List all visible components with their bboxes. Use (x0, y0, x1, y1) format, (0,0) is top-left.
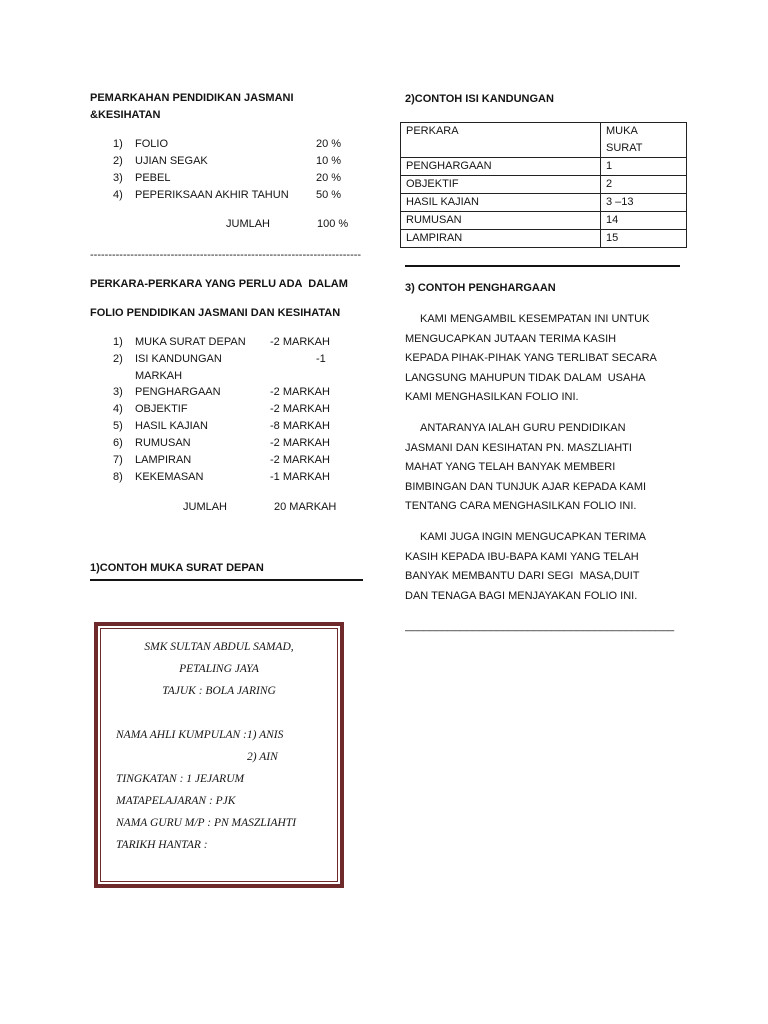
paragraph-line: KAMI MENGHASILKAN FOLIO INI. (405, 391, 579, 403)
table-row (401, 158, 687, 176)
table-cell-page: 3 –13 (601, 194, 687, 212)
table-header-row (401, 123, 687, 158)
marks-item-label: FOLIO (135, 138, 169, 150)
cover-school: SMK SULTAN ABDUL SAMAD, (144, 641, 294, 653)
requirement-label: PENGHARGAAN (135, 386, 221, 398)
requirement-label: OBJEKTIF (135, 403, 188, 415)
marks-list-item (0, 170, 390, 187)
requirements-list-item (0, 418, 390, 435)
paragraph-line: KAMI MENGAMBIL KESEMPATAN INI UNTUK (420, 313, 650, 325)
table-cell-page: 1 (601, 158, 687, 176)
table-row (401, 194, 687, 212)
paragraph-line: KAMI JUGA INGIN MENGUCAPKAN TERIMA (420, 531, 646, 543)
heading-underline (90, 579, 363, 581)
paragraph-line: ANTARANYA IALAH GURU PENDIDIKAN (420, 422, 626, 434)
marks-list-item (0, 153, 390, 170)
requirement-marks-continued: MARKAH (135, 370, 183, 382)
paragraph-line: JASMANI DAN KESIHATAN PN. MASZLIAHTI (405, 441, 632, 454)
paragraph-line: KASIH KEPADA IBU-BAPA KAMI YANG TELAH (405, 550, 639, 563)
section-divider (405, 265, 680, 267)
requirement-marks: -2 MARKAH (270, 386, 330, 398)
marking-heading-line1: PEMARKAHAN PENDIDIKAN JASMANI (90, 92, 294, 104)
requirement-marks: -2 MARKAH (270, 454, 330, 466)
list-number: 3) (113, 386, 123, 398)
list-number: 2) (113, 155, 123, 167)
paragraph-line: BIMBINGAN DAN TUNJUK AJAR KEPADA KAMI (405, 480, 647, 493)
dashed-separator: -------------------------------------------------------------------------- (90, 249, 362, 261)
table-cell-page: 2 (601, 176, 687, 194)
marks-total-row (0, 216, 390, 233)
requirement-label: ISI KANDUNGAN (135, 353, 222, 365)
table-cell-item: PENGHARGAAN (401, 158, 601, 176)
table-header-page (601, 123, 687, 158)
table-header-page-label: MUKA SURAT (606, 125, 643, 154)
requirement-marks: -2 MARKAH (270, 403, 330, 415)
list-number: 2) (113, 353, 123, 365)
acknowledgement-paragraph (405, 528, 705, 606)
marks-item-label: PEBEL (135, 172, 171, 184)
acknowledgement-paragraph (405, 310, 705, 408)
requirement-label: MUKA SURAT DEPAN (135, 336, 246, 348)
list-number: 7) (113, 454, 123, 466)
table-row (401, 176, 687, 194)
marks-item-label: PEPERIKSAAN AKHIR TAHUN (135, 189, 289, 201)
list-number: 1) (113, 138, 123, 150)
paragraph-line: MAHAT YANG TELAH BANYAK MEMBERI (405, 461, 616, 473)
cover-members-line2: 2) AIN (247, 751, 278, 763)
list-number: 4) (113, 189, 123, 201)
requirements-list-item (0, 401, 390, 418)
table-cell-page: 14 (601, 212, 687, 230)
marks-total-value: 100 % (317, 218, 349, 230)
marks-item-value: 20 % (316, 172, 342, 184)
marks-item-value: 10 % (316, 155, 342, 167)
contents-table (400, 122, 687, 248)
requirements-total-row (0, 499, 390, 516)
list-number: 5) (113, 420, 123, 432)
table-cell-item: LAMPIRAN (401, 230, 601, 248)
requirements-list-item (0, 351, 390, 368)
marks-total-label: JUMLAH (226, 218, 271, 230)
acknowledgement-paragraph (405, 419, 705, 517)
requirements-heading-line1: PERKARA-PERKARA YANG PERLU ADA DALAM (90, 278, 348, 290)
paragraph-line: KEPADA PIHAK-PIHAK YANG TERLIBAT SECARA (405, 352, 657, 364)
requirements-heading-line2: FOLIO PENDIDIKAN JASMANI DAN KESIHATAN (90, 307, 341, 319)
marks-item-label: UJIAN SEGAK (135, 155, 208, 167)
marks-list-item (0, 187, 390, 204)
marks-item-value: 50 % (316, 189, 342, 201)
closing-underline: ____________________________________________ (405, 620, 675, 632)
table-row (401, 212, 687, 230)
requirement-label: KEKEMASAN (135, 471, 204, 483)
table-cell-item: HASIL KAJIAN (401, 194, 601, 212)
requirements-list-item (0, 469, 390, 486)
requirement-label: LAMPIRAN (135, 454, 192, 466)
requirements-total-value: 20 MARKAH (274, 501, 337, 513)
requirement-marks: -1 (316, 353, 326, 365)
list-number: 4) (113, 403, 123, 415)
requirement-marks: -8 MARKAH (270, 420, 330, 432)
cover-city: PETALING JAYA (179, 663, 259, 675)
requirement-marks: -1 MARKAH (270, 471, 330, 483)
requirements-list-item (0, 452, 390, 469)
requirement-label: RUMUSAN (135, 437, 191, 449)
requirements-list-item (0, 384, 390, 401)
list-number: 6) (113, 437, 123, 449)
paragraph-line: MENGUCAPKAN JUTAAN TERIMA KASIH (405, 332, 617, 345)
paragraph-line: DAN TENAGA BAGI MENJAYAKAN FOLIO INI. (405, 589, 638, 602)
list-number: 1) (113, 336, 123, 348)
requirement-marks: -2 MARKAH (270, 336, 330, 348)
table-cell-page: 15 (601, 230, 687, 248)
marks-item-value: 20 % (316, 138, 342, 150)
requirements-list-item (0, 435, 390, 452)
requirements-total-label: JUMLAH (183, 501, 228, 513)
list-number: 8) (113, 471, 123, 483)
table-row (401, 230, 687, 248)
marks-list-item (0, 136, 390, 153)
paragraph-line: TENTANG CARA MENGHASILKAN FOLIO INI. (405, 500, 637, 512)
cover-page-sample-box (94, 622, 344, 888)
cover-submit-date: TARIKH HANTAR : (116, 839, 208, 851)
cover-members-line1: NAMA AHLI KUMPULAN :1) ANIS (116, 729, 284, 741)
cover-subject: MATAPELAJARAN : PJK (116, 795, 236, 807)
list-number: 3) (113, 172, 123, 184)
requirement-marks: -2 MARKAH (270, 437, 330, 449)
table-cell-item: OBJEKTIF (401, 176, 601, 194)
cover-teacher: NAMA GURU M/P : PN MASZLIAHTI (116, 817, 297, 829)
requirement-label: HASIL KAJIAN (135, 420, 208, 432)
paragraph-line: BANYAK MEMBANTU DARI SEGI MASA,DUIT (405, 570, 640, 582)
requirements-list-item (0, 334, 390, 351)
cover-title: TAJUK : BOLA JARING (162, 685, 276, 697)
table-header-item: PERKARA (401, 123, 601, 158)
cover-sample-heading: 1)CONTOH MUKA SURAT DEPAN (90, 562, 264, 574)
marking-heading-line2: &KESIHATAN (90, 109, 161, 121)
cover-class: TINGKATAN : 1 JEJARUM (116, 773, 245, 785)
contents-sample-heading: 2)CONTOH ISI KANDUNGAN (405, 93, 554, 105)
requirements-list-item-continued (0, 368, 390, 385)
table-cell-item: RUMUSAN (401, 212, 601, 230)
paragraph-line: LANGSUNG MAHUPUN TIDAK DALAM USAHA (405, 371, 646, 384)
acknowledgement-heading: 3) CONTOH PENGHARGAAN (405, 282, 556, 294)
